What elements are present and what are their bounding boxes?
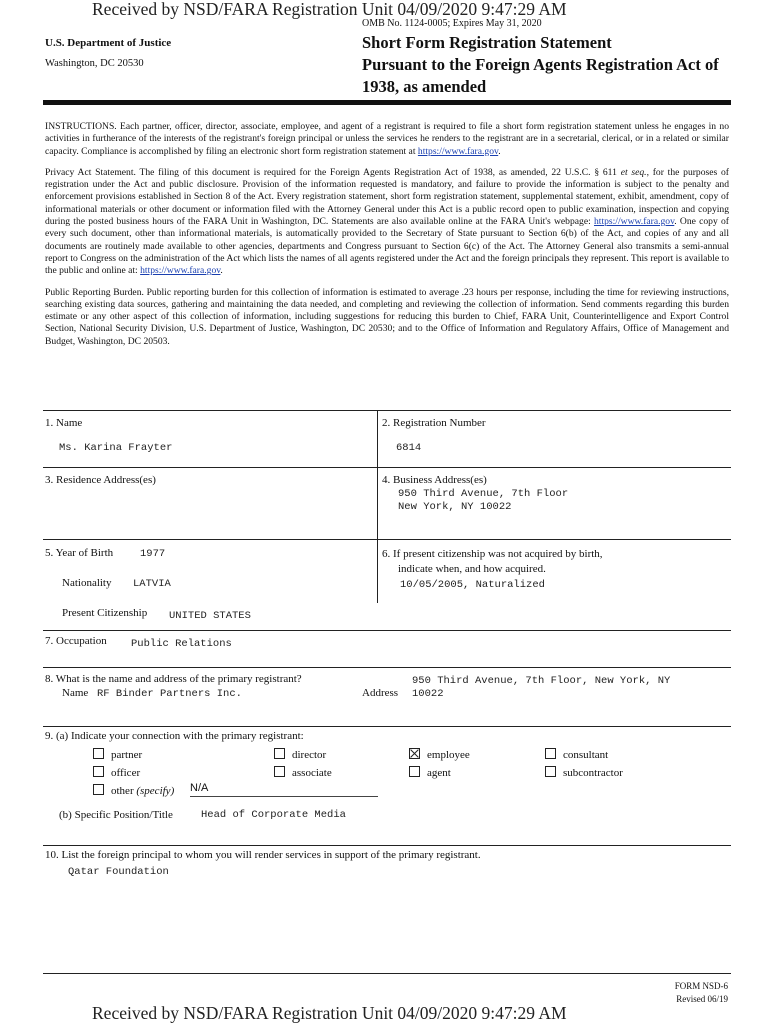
option-officer[interactable] (93, 766, 140, 779)
officer-checkbox[interactable] (93, 766, 104, 777)
associate-label: associate (292, 767, 332, 779)
agency-name: U.S. Department of Justice (45, 37, 172, 49)
other-label: other (111, 785, 134, 797)
employee-checkbox-checked[interactable] (409, 748, 420, 759)
option-other[interactable] (93, 784, 174, 797)
business-address-line1: 950 Third Avenue, 7th Floor (398, 488, 569, 500)
primary-registrant-name-label: Name (62, 687, 89, 699)
officer-label: officer (111, 767, 141, 779)
primary-registrant-address-line1[interactable]: 950 Third Avenue, 7th Floor, New York, NY (412, 675, 671, 687)
omb-number: OMB No. 1124-0005; Expires May 31, 2020 (362, 18, 542, 29)
occupation-label: 7. Occupation (45, 635, 107, 647)
option-partner[interactable] (93, 748, 142, 761)
rule-row3-top (43, 539, 731, 540)
business-address-label: 4. Business Address(es) (382, 474, 487, 486)
registration-number-field[interactable]: 6814 (396, 442, 422, 454)
option-associate[interactable] (274, 766, 332, 779)
primary-registrant-name-field[interactable]: RF Binder Partners Inc. (97, 688, 242, 700)
rule-bottom (43, 973, 731, 974)
consultant-label: consultant (563, 749, 609, 761)
partner-label: partner (111, 749, 143, 761)
position-title-field[interactable]: Head of Corporate Media (201, 809, 346, 821)
citizenship-acquired-label-line2: indicate when, and how acquired. (398, 563, 546, 575)
name-field[interactable]: Ms. Karina Frayter (59, 442, 173, 454)
privacy-text-b: , for the purposes of registration under the Act and public disclosure. Provision of the information requested is mandatory, and failure to provide the information is subject to the penalty and enforcement provisions established in Section 8 of the Act. Every registration statement, short form registration statement, supplemental statement, exhibit, amendment, copy of informational materials or other document or information filed with the Attorney General under this Act is a public record open to public examination, inspection and copying during the posted business hours of the FARA Unit in Washington, DC. Statements are also available online at the FARA Unit's webpage: (45, 166, 730, 228)
connection-label: 9. (a) Indicate your connection with the primary registrant: (45, 730, 304, 742)
occupation-field[interactable]: Public Relations (131, 638, 232, 650)
agent-label: agent (427, 767, 451, 779)
form-title-line2: Pursuant to the Foreign Agents Registration Act of (362, 55, 719, 74)
business-address-line2: New York, NY 10022 (398, 501, 512, 513)
agent-checkbox[interactable] (409, 766, 420, 777)
rule-row6-top (43, 726, 731, 727)
received-stamp-top: Received by NSD/FARA Registration Unit 04/09/2020 9:47:29 AM (92, 0, 567, 19)
rule-row7-top (43, 845, 731, 846)
director-checkbox[interactable] (274, 748, 285, 759)
consultant-checkbox[interactable] (545, 748, 556, 759)
associate-checkbox[interactable] (274, 766, 285, 777)
rule-row5-top (43, 667, 731, 668)
rule-row2-top (43, 467, 731, 468)
foreign-principal-field[interactable]: Qatar Foundation (68, 866, 169, 878)
form-footer (600, 980, 728, 1006)
form-title (362, 32, 742, 98)
nationality-field[interactable]: LATVIA (133, 578, 171, 590)
form-title-line3: 1938, as amended (362, 77, 487, 96)
option-employee[interactable] (409, 748, 470, 761)
option-consultant[interactable] (545, 748, 608, 761)
year-of-birth-field[interactable]: 1977 (140, 548, 166, 560)
header-rule (43, 100, 731, 105)
foreign-principal-label: 10. List the foreign principal to whom you will render services in support of the primary registrant. (45, 849, 481, 861)
fara-link-1[interactable]: https://www.fara.gov (417, 145, 499, 157)
position-title-label: (b) Specific Position/Title (59, 809, 173, 821)
instructions-paragraph: INSTRUCTIONS. Each partner, officer, director, associate, employee, and agent of a registrant is required to file a short form registration statement unless he engages in no activities in furtherance of the interests of the registrant's foreign principal or unless the services he renders to the registrant are in a secretarial, clerical, or in a related or similar capacity. Compliance is accomplished by filing an electronic short form registration statement at https://www.fara.gov. (45, 121, 729, 157)
other-checkbox[interactable] (93, 784, 104, 795)
primary-registrant-label: 8. What is the name and address of the primary registrant? (45, 673, 302, 685)
form-revision: Revised 06/19 (676, 994, 728, 1004)
citizenship-acquired-field[interactable]: 10/05/2005, Naturalized (400, 579, 545, 591)
form-id: FORM NSD-6 (674, 981, 728, 991)
citizenship-acquired-label-line1: 6. If present citizenship was not acquired by birth, (382, 548, 603, 560)
received-stamp-bottom: Received by NSD/FARA Registration Unit 04/09/2020 9:47:29 AM (92, 1003, 567, 1023)
other-specify-field[interactable]: N/A (190, 782, 378, 797)
primary-registrant-address-label: Address (362, 687, 399, 699)
fara-link-3[interactable]: https://www.fara.gov (140, 265, 221, 277)
option-director[interactable] (274, 748, 326, 761)
employee-label: employee (427, 749, 470, 761)
director-label: director (292, 749, 327, 761)
agency-city: Washington, DC 20530 (45, 58, 144, 69)
residence-address-label: 3. Residence Address(es) (45, 474, 156, 486)
business-address-field[interactable] (398, 488, 568, 514)
privacy-text-a: Privacy Act Statement. The filing of this document is required for the Foreign Agents Registration Act of 1938, as amended, 22 U.S.C. § 611 (45, 166, 621, 178)
name-label: 1. Name (45, 417, 83, 429)
present-citizenship-field[interactable]: UNITED STATES (169, 610, 251, 622)
subcontractor-checkbox[interactable] (545, 766, 556, 777)
burden-paragraph: Public Reporting Burden. Public reporting burden for this collection of information is estimated to average .23 hours per response, including the time for reviewing instructions, searching existing data sources, gathering and maintaining the data needed, and completing and reviewing the collection of information. Send comments regarding this burden estimate or any other aspect of this collection of information, including suggestions for reducing this burden to Chief, FARA Unit, Counterintelligence and Export Control Section, National Security Division, U.S. Department of Justice, Washington, DC 20530; and to the Office of Information and Regulatory Affairs, Office of Management and Budget, Washington, DC 20503. (45, 286, 729, 347)
specify-label: (specify) (136, 785, 175, 797)
privacy-paragraph: Privacy Act Statement. The filing of this document is required for the Foreign Agents Registration Act of 1938, as amended, 22 U.S.C. § 611 et seq., for the purposes of registration under the Act and public disclosure. Provision of the information requested is mandatory, and failure to provide the information is subject to the penalty and enforcement provisions established in Section 8 of the Act. Every registration statement, short form registration statement, supplemental statement, exhibit, amendment, copy of informational materials or other document or information filed with the Attorney General under this Act is a public record open to public examination, inspection and copying during the posted business hours of the FARA Unit in Washington, DC. Statements are also available online at the FARA Unit's webpage: https://www.fara.gov. One copy of every such document, other than informational materials, is automatically provided to the Secretary of State pursuant to Section 6(b) of the Act, and copies of any and all documents are routinely made available to other agencies, departments and Congress pursuant to Section 6(c) of the Act. The Attorney General also transmits a semi-annual report to Congress on the administration of the Act which lists the names of all agents registered under the Act and the foreign principals they represent. This report is available to the public and online at: https://www.fara.gov. (45, 166, 730, 277)
citizenship-acquired-label (382, 547, 603, 577)
present-citizenship-label: Present Citizenship (62, 607, 148, 619)
primary-registrant-address-line2[interactable]: 10022 (412, 688, 444, 700)
nationality-label: Nationality (62, 577, 112, 589)
partner-checkbox[interactable] (93, 748, 104, 759)
registration-number-label: 2. Registration Number (382, 417, 486, 429)
privacy-et-seq: et seq. (620, 166, 647, 178)
column-divider (377, 410, 378, 603)
form-title-line1: Short Form Registration Statement (362, 33, 612, 52)
option-subcontractor[interactable] (545, 766, 623, 779)
instructions-text: INSTRUCTIONS. Each partner, officer, director, associate, employee, and agent of a registrant is required to file a short form registration statement unless he engages in no activities in furtherance of the interests of the registrant's foreign principal or unless the services he renders to the registrant are in a secretarial, clerical, or in a related or similar capacity. Compliance is accomplished by filing an electronic short form registration statement at (45, 121, 729, 157)
rule-row1-top (43, 410, 731, 411)
option-agent[interactable] (409, 766, 451, 779)
rule-row4-top (43, 630, 731, 631)
fara-link-2[interactable]: https://www.fara.gov (593, 216, 675, 228)
instructions-block (45, 121, 729, 357)
year-of-birth-label: 5. Year of Birth (45, 547, 114, 559)
privacy-text-c: . One copy of every such document, other than informational materials, is automatically provided to the Secretary of State pursuant to Section 6(b) of the Act, and copies of any and all documents are routinely made available to other agencies, departments and Congress pursuant to Section 6(c) of the Act. The Attorney General also transmits a semi-annual report to Congress on the administration of the Act which lists the names of all agents registered under the Act and the foreign principals they represent. This report is available to the public and online at: (45, 216, 729, 277)
subcontractor-label: subcontractor (563, 767, 623, 779)
